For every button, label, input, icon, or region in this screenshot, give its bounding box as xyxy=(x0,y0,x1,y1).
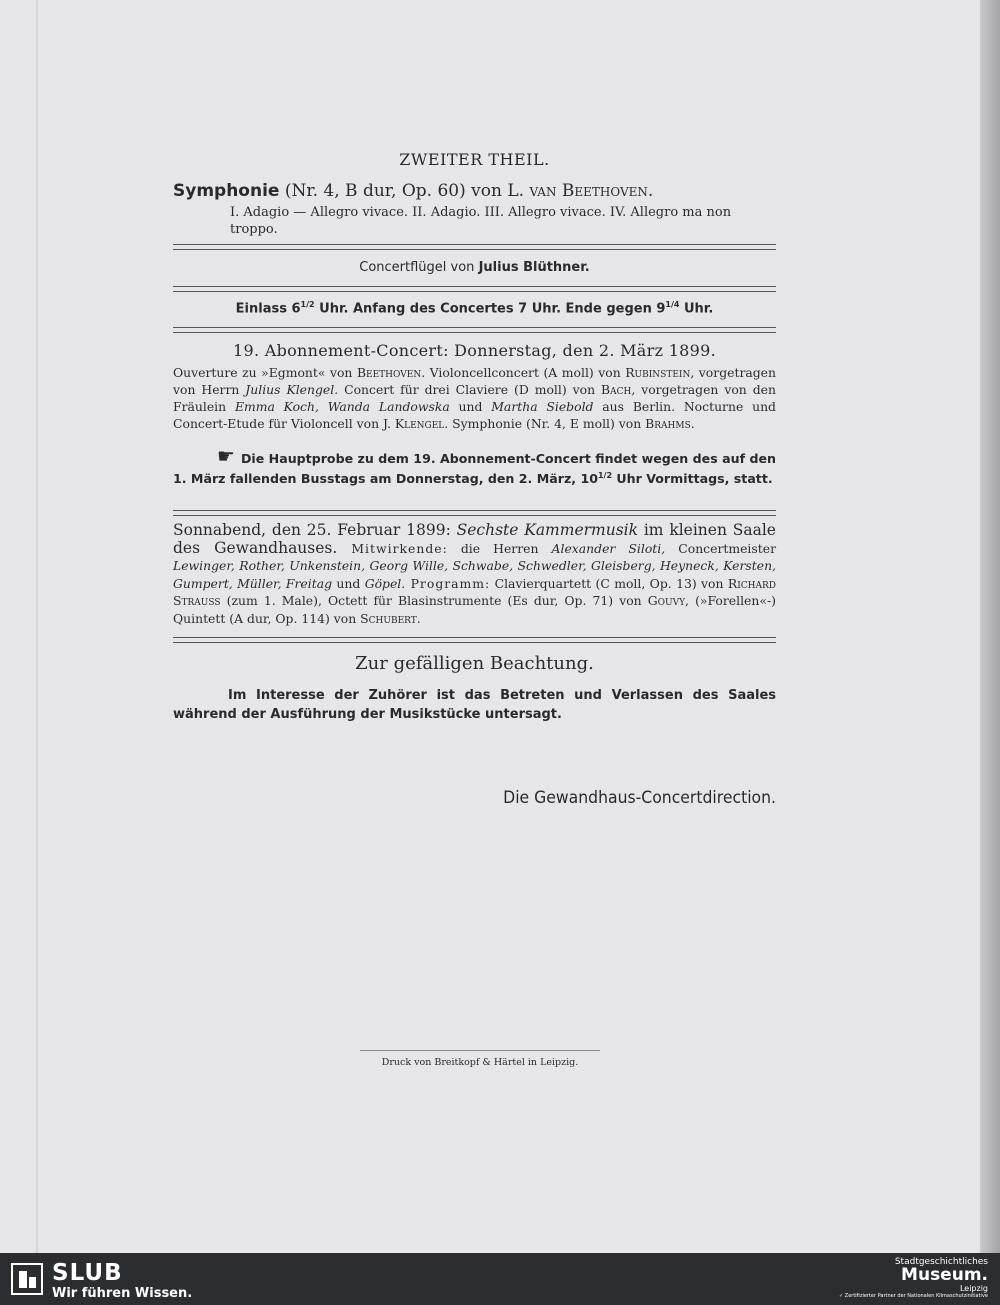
paper-fold xyxy=(36,0,38,1253)
abo-text: Violoncellconcert (A moll) von xyxy=(425,365,626,380)
kammer-composer: Richard Strauss xyxy=(173,575,776,609)
kammer-composer: Schubert. xyxy=(360,610,421,626)
symphonie-composer-lead: van xyxy=(529,181,557,201)
symphonie-details: (Nr. 4, B dur, Op. 60) von L. xyxy=(279,181,530,201)
times-einlass-fraction: 1/2 xyxy=(300,300,315,309)
symphonie-movements: I. Adagio — Allegro vivace. II. Adagio. III. Allegro vivace. IV. Allegro ma non troppo. xyxy=(230,205,732,237)
museum-top: Stadtgeschichtliches xyxy=(894,1257,988,1267)
grand-piano-line xyxy=(173,260,776,275)
kammer-performer: Göpel. xyxy=(364,575,406,591)
times-ende-fraction: 1/4 xyxy=(665,300,680,309)
times-anfang: Uhr. Anfang des Concertes 7 Uhr. Ende gegen 9 xyxy=(314,301,666,317)
kammer-programm: Programm: xyxy=(405,575,491,591)
abo-performer: Emma Koch, Wanda Landowska xyxy=(234,399,450,414)
abo-composer: Rubinstein, xyxy=(625,365,695,380)
concert-times xyxy=(173,300,776,316)
kammer-text: Clavierquartett (C moll, Op. 13) von xyxy=(490,575,728,591)
printer-imprint: Druck von Breitkopf & Härtel in Leipzig. xyxy=(381,1057,579,1068)
notice-body: Im Interesse der Zuhörer ist das Betreten und Verlassen des Saales während der Ausführung der Musikstücke untersagt. xyxy=(173,688,776,722)
kammer-text: (zum 1. Male), Octett für Blasinstrumente (Es dur, Op. 71) von xyxy=(220,593,648,609)
kammer-mitwirkende: Mitwirkende: xyxy=(351,540,448,556)
museum-city: Leipzig xyxy=(959,1284,988,1293)
abo-text: Symphonie (Nr. 4, E moll) von xyxy=(448,416,646,431)
grand-piano-prefix: Concertflügel von xyxy=(359,260,479,275)
divider xyxy=(173,637,776,643)
printer-rule xyxy=(360,1050,600,1051)
hauptprobe-notice xyxy=(173,444,776,487)
notice-heading: Zur gefälligen Beachtung. xyxy=(355,653,594,674)
abo-composer: Klengel. xyxy=(394,416,449,431)
abo-text: vorgetragen von den Fräulein xyxy=(173,382,776,414)
grand-piano-maker: Julius Blüthner. xyxy=(478,260,590,275)
abo-composer: Bach, xyxy=(601,382,636,397)
kammer-composer: Gouvy, xyxy=(647,593,689,609)
abo-text: aus Berlin. Nocturne und Concert-Etude für Violoncell von J. xyxy=(173,399,776,431)
divider xyxy=(173,510,776,516)
museum-logo xyxy=(788,1257,988,1299)
symphonie-label: Symphonie xyxy=(173,181,280,201)
kammer-performer: Lewinger, Rother, Unkenstein, Georg Wille, Schwabe, Schwedler, Gleisberg, Heyneck, Kersten, Gumpert, Müller, Freitag xyxy=(173,558,776,591)
notice-fraction: 1/2 xyxy=(597,471,613,480)
abo-performer: Julius Klengel. xyxy=(245,382,339,397)
paper-edge xyxy=(980,0,1000,1253)
notice-tail: Uhr Vormittags, statt. xyxy=(612,471,773,487)
kammer-date: Sonnabend, den 25. Februar 1899: xyxy=(173,521,457,539)
kammer-text: und xyxy=(332,575,365,591)
kammermusik-program xyxy=(173,522,776,628)
kammer-title: Sechste Kammermusik xyxy=(456,521,639,539)
kammer-text: die Herren xyxy=(447,540,552,556)
kammer-text: (»Forellen«-) Quintett (A dur, Op. 114) von xyxy=(173,593,776,626)
abo-text: vorgetragen von Herrn xyxy=(173,365,776,397)
abonnement-program xyxy=(173,364,776,432)
abo-text: Ouverture zu »Egmont« von xyxy=(173,365,357,380)
symphonie-composer: Beethoven. xyxy=(556,181,654,201)
times-tail: Uhr. xyxy=(679,301,714,317)
abonnement-heading: 19. Abonnement-Concert: Donnerstag, den 2. März 1899. xyxy=(232,341,716,360)
kammer-performer: Alexander Siloti, xyxy=(551,540,666,556)
museum-name: Museum. xyxy=(901,1265,988,1285)
divider xyxy=(173,286,776,292)
abo-performer: Martha Siebold xyxy=(491,399,594,414)
kammer-venue: im kleinen Saale des Gewandhauses. xyxy=(173,521,776,557)
notice-text: Die Hauptprobe zu dem 19. Abonnement-Concert findet wegen des auf den 1. März fallenden Busstags am Donnerstag, den 2. März, 10 xyxy=(173,451,776,487)
abo-composer: Beethoven. xyxy=(356,365,426,380)
slub-tagline: Wir führen Wissen. xyxy=(52,1286,193,1301)
footer-bar xyxy=(0,1253,1000,1305)
museum-note: ✓ Zertifizierter Partner der Nationalen Klimaschutzinitiative xyxy=(838,1293,988,1299)
abo-text: Concert für drei Claviere (D moll) von xyxy=(338,382,601,397)
abo-composer: Brahms. xyxy=(645,416,695,431)
kammer-text: Concertmeister xyxy=(665,540,776,556)
part-title: ZWEITER THEIL. xyxy=(399,150,550,169)
times-einlass: Einlass 6 xyxy=(235,301,301,317)
slub-logo-icon xyxy=(10,1262,44,1296)
abo-text: und xyxy=(449,399,492,414)
symphonie-title xyxy=(173,181,776,201)
divider xyxy=(173,244,776,250)
divider xyxy=(173,327,776,333)
slub-logo-text: SLUB xyxy=(52,1260,123,1286)
pointing-hand-icon: ☛ xyxy=(217,444,235,468)
signature: Die Gewandhaus-Concertdirection. xyxy=(503,788,776,808)
